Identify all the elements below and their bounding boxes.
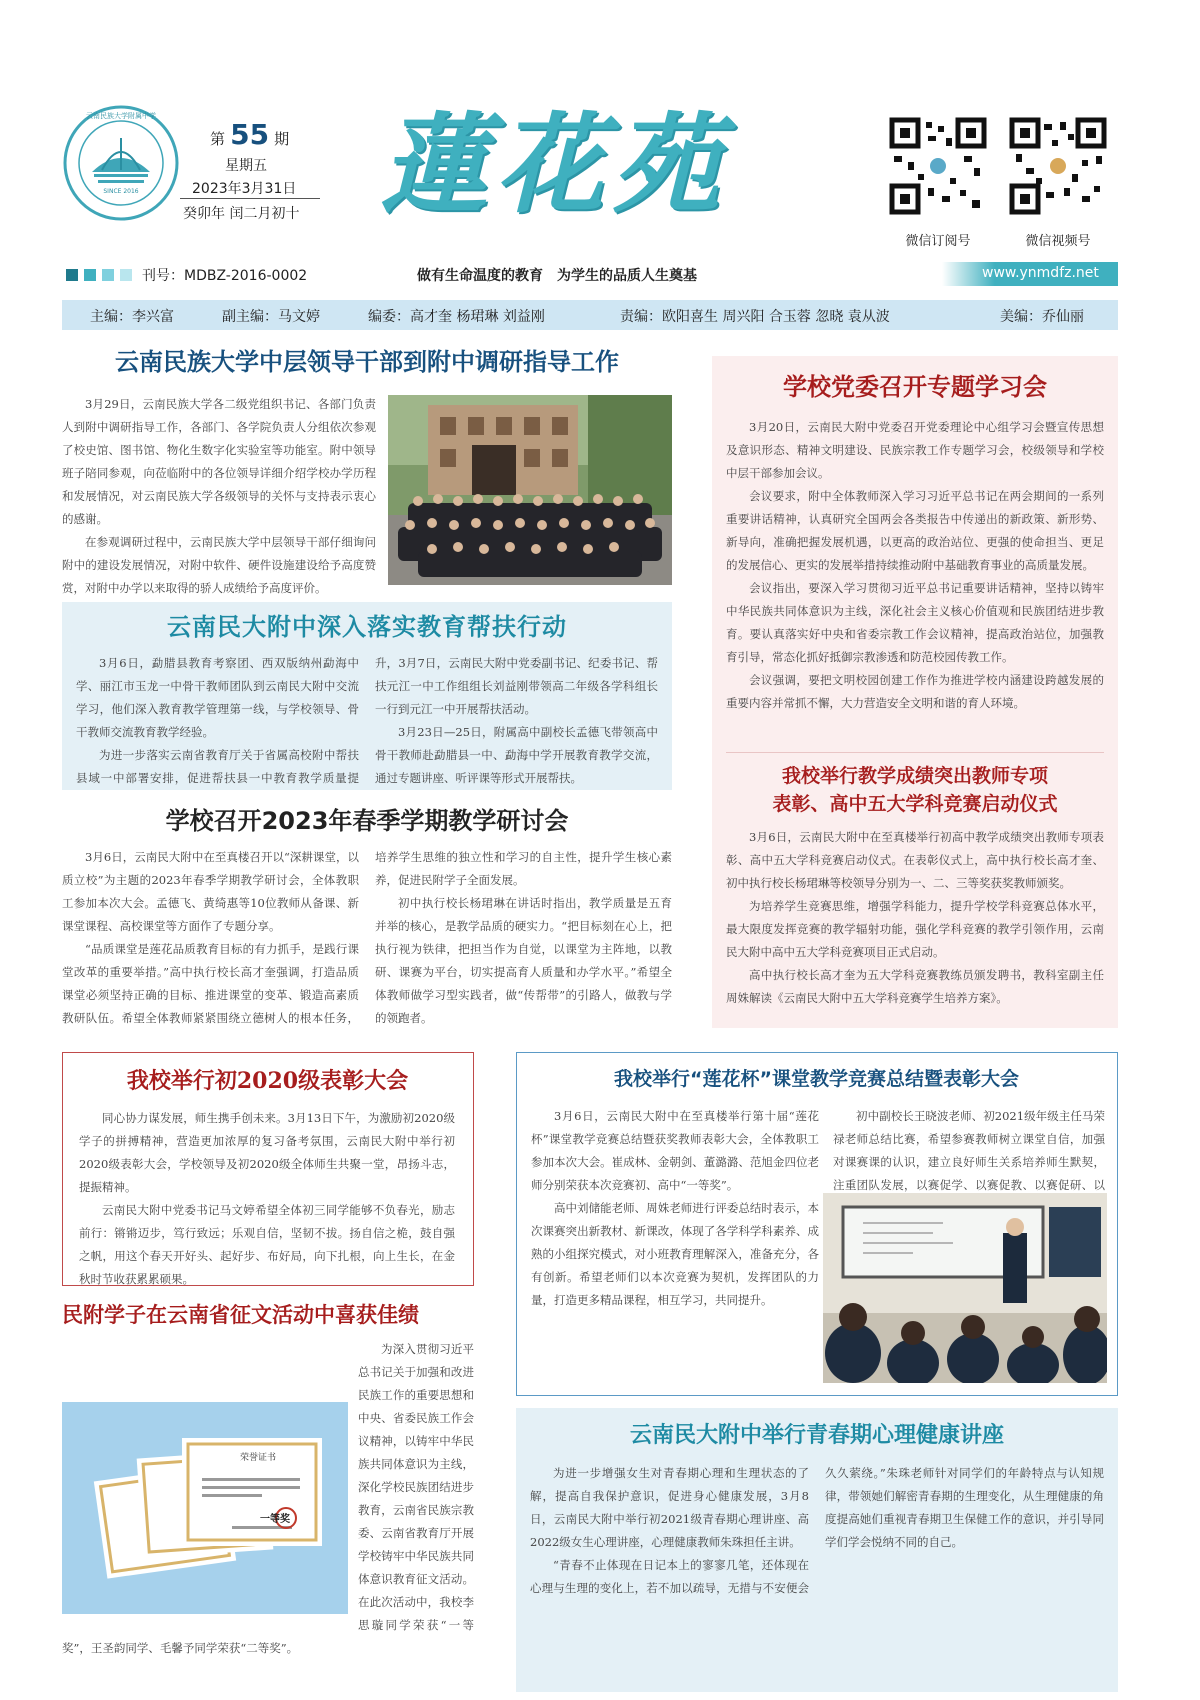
article-title: 我校举行“莲花杯”课堂教学竞赛总结暨表彰大会 — [614, 1068, 1019, 1090]
article-title: 云南民大附中举行青春期心理健康讲座 — [629, 1423, 1004, 1448]
paragraph: 初中执行校长杨珺琳在讲话时指出，教学质量是五育并举的核心，是教学品质的硬实力。“把目标刻在心上，把执行视为铁律，把担当作为自觉，以课堂为主阵地，以教研、课赛为平台，切实提高育人质量和办学水平。”希望全体教师做学习型实践者，做“传帮带”的引路人，做教与学的领跑者。 — [375, 896, 672, 1025]
responsible-editors: 责编：欧阳喜生 周兴阳 合玉蓉 忽晓 袁从波 — [620, 309, 890, 325]
school-logo — [62, 104, 180, 222]
article-title: 云南民族大学中层领导干部到附中调研指导工作 — [115, 348, 619, 376]
deco-square — [84, 269, 96, 281]
qr-code-video — [1008, 116, 1108, 216]
paragraph: 3月23日—25日，附属高中副校长孟德飞带领高中骨干教师赴勐腊县一中、勐海中学开展教育教学交流，通过专题讲座、听评课等形式开展帮扶。 — [375, 725, 658, 785]
issue-line — [210, 118, 320, 150]
article-teaching-seminar — [62, 804, 672, 1038]
issn: 刊号：MDBZ-2016-0002 — [142, 268, 308, 284]
article-title: 云南民大附中深入落实教育帮扶行动 — [167, 613, 567, 641]
article-title: 学校召开2023年春季学期教学研讨会 — [165, 807, 569, 835]
paragraph: 高中刘储能老师、周姝老师进行评委总结时表示，本次课赛突出新教材、新课改，体现了各学科学科素养、成熟的小组探究模式，对小班教育理解深入，准备充分，各有创新。希望老师们以本次竞赛为契机，发挥团队的力量，打造更多精品课程，相互学习，共同提升。 — [531, 1201, 819, 1307]
classroom-photo — [823, 1193, 1107, 1383]
paragraph: 为进一步落实云南省教育厅关于省属高校附中帮扶县域一中部署安排，促进帮扶县一中教育教学质量提升，3月7日，云南民大附中党委副书记、纪委书记、帮扶元江一中工作组组长刘益刚带领高二年级各学科组长一行到元江一中开展帮扶活动。 — [76, 656, 658, 785]
paragraph: 会议指出，要深入学习贯彻习近平总书记重要讲话精神，坚持以铸牢中华民族共同体意识为主线，深化社会主义核心价值观和民族团结进步教育。要认真落实好中央和省委宗教工作会议精神，提高政治站位，加强教育引导，常态化抓好抵御宗教渗透和防范校园传教工作。 — [726, 581, 1104, 664]
article-lotus-cup — [516, 1052, 1118, 1396]
qr-label-subscription: 微信订阅号 — [905, 234, 971, 249]
masthead — [0, 0, 1200, 260]
paragraph: 3月29日，云南民族大学各二级党组织书记、各部门负责人到附中调研指导工作，各部门、各学院负责人分组依次参观了校史馆、图书馆、物化生数字化实验室等功能室。附中领导班子陪同参观，向莅临附中的各位领导详细介绍学校办学历程和发展情况，对云南民族大学各级领导的关怀与支持表示衷心的感谢。 — [62, 397, 376, 526]
article-body — [530, 1462, 1104, 1600]
party-news-panel — [712, 356, 1118, 1028]
paragraph: 会议强调，要把文明校园创建工作作为推进学校内涵建设跨越发展的重要内容并常抓不懈，大力营造安全文明和谐的育人环境。 — [726, 673, 1104, 710]
certificate-award: 一等奖 — [260, 1514, 290, 1525]
qr-code-subscription — [888, 116, 988, 216]
article-university-visit — [62, 345, 672, 595]
paragraph: “品质课堂是莲花品质教育目标的有力抓手，是践行课堂改革的重要举措。”高中执行校长高才奎强调，打造品质课堂必须坚持正确的目标、推进课堂的变革、锻造高素质教研队伍。希望全体教师紧紧围绕立德树人的根本任务，培养学生思维的独立性和学习的自主性，提升学生核心素养，促进民附学子全面发展。 — [62, 850, 672, 1025]
group-photo — [388, 395, 672, 585]
article-body — [62, 1338, 474, 1660]
website-link[interactable]: www.ynmdfz.net — [942, 262, 1118, 286]
article-title: 我校举行初2020级表彰大会 — [126, 1068, 409, 1094]
paragraph: 会议要求，附中全体教师深入学习习近平总书记在两会期间的一系列重要讲话精神，认真研究全国两会各类报告中传递出的新政策、新形势、新导向，准确把握发展机遇，以更高的政治站位、更强的使命担当、更足的发展信心、更实的发展举措持续推动附中基础教育事业的高质量发展。 — [726, 489, 1104, 572]
art-editor: 美编：乔仙丽 — [1000, 309, 1084, 325]
issue-date: 2023年3月31日 — [192, 181, 297, 197]
article-body — [79, 1107, 455, 1291]
date-rule — [180, 198, 320, 199]
paragraph: 3月6日，勐腊县教育考察团、西双版纳州勐海中学、丽江市玉龙一中骨干教师团队到云南民大附中交流学习，他们深入教育教学管理第一线，与学校领导、骨干教师交流教育教学经验。 — [76, 656, 359, 739]
article-body — [62, 846, 672, 1030]
paragraph: 3月20日，云南民大附中党委召开党委理论中心组学习会暨宣传思想及意识形态、精神文明建设、民族宗教工作专题学习会，校级领导和学校中层干部参加会议。 — [726, 420, 1104, 480]
article-body — [76, 652, 658, 790]
article-title: 民附学子在云南省征文活动中喜获佳绩 — [62, 1302, 419, 1327]
divider — [726, 752, 1104, 753]
article-body — [531, 1105, 819, 1312]
article-mental-health — [516, 1408, 1118, 1692]
article-title — [712, 762, 1118, 818]
slogan: 做有生命温度的教育 为学生的品质人生奠基 — [417, 268, 697, 284]
certificate-title: 荣誉证书 — [240, 1453, 277, 1463]
paragraph: 为深入贯彻习近平总书记关于加强和改进民族工作的重要思想和中央、省委民族工作会议精神，以铸牢中华民族共同体意识为主线，深化学校民族团结进步教育，云南省民族宗教委、云南省教育厅开展学校铸牢中华民族共同体意识教育征文活动。在此次活动中，我校李思璇同学荣获“一等奖”，王圣韵同学、毛馨予同学荣获“二等奖”。 — [62, 1342, 474, 1655]
deco-square — [120, 269, 132, 281]
image-wrap-spacer — [62, 1402, 358, 1616]
paragraph: 为培养学生竞赛思维，增强学科能力，提升学校学科竞赛总体水平，最大限度发挥竞赛的教学辐射功能，强化学科竞赛的教学引领作用，云南民大附中高中五大学科竞赛项目正式启动。 — [726, 899, 1104, 959]
deputy-editor: 副主编：马文婷 — [222, 309, 320, 325]
lunar-date: 癸卯年 闰二月初十 — [183, 206, 300, 222]
deco-square — [66, 269, 78, 281]
newspaper-title: 蓮花苑 — [380, 102, 729, 228]
paragraph: 云南民大附中党委书记马文婷希望全体初三同学能够不负春光，励志前行：锵锵迈步，笃行致远；乐观自信，坚韧不拔。扬自信之桅，鼓自强之帆，用这个春天开好头、起好步、布好局，向下扎根，向上生长，在金秋时节收获累累硕果。 — [79, 1203, 455, 1286]
issue-suffix: 期 — [274, 130, 290, 148]
weekday: 星期五 — [225, 158, 267, 174]
paragraph: 高中执行校长高才奎为五大学科竞赛教练员颁发聘书，教科室副主任周姝解读《云南民大附中五大学科竞赛学生培养方案》。 — [726, 968, 1104, 1005]
article-body — [726, 826, 1104, 1010]
title-line: 表彰、高中五大学科竞赛启动仪式 — [772, 793, 1058, 815]
info-bar — [62, 262, 1118, 288]
paragraph: 3月6日，云南民大附中在至真楼召开以“深耕课堂，以质立校”为主题的2023年春季学期教学研讨会，全体教职工参加本次大会。孟德飞、黄绮惠等10位教师从备课、新课堂课程、高校课堂等方面作了专题分享。 — [62, 850, 359, 933]
logo-since: SINCE 2016 — [103, 188, 139, 195]
deco-square — [102, 269, 114, 281]
paragraph: 3月6日，云南民大附中在至真楼举行第十届“莲花杯”课堂教学竞赛总结暨获奖教师表彰大会，全体教职工参加本次大会。崔成林、金朝剑、董潞潞、范旭金四位老师分别荣获本次竞赛初、高中“一等奖”。 — [531, 1109, 819, 1192]
paragraph: “青春不止体现在日记本上的寥寥几笔，还体现在心理与生理的变化上，若不加以疏导，无措与不安便会久久萦绕。”朱珠老师针对同学们的年龄特点与认知规律，带领她们解密青春期的生理变化，从生理健康的角度提高她们重视青春期卫生保健工作的意识，并引导同学们学会悦纳不同的自己。 — [530, 1466, 1104, 1595]
editors-bar — [62, 300, 1118, 330]
editorial-board: 编委：高才奎 杨珺琳 刘益刚 — [368, 309, 545, 325]
paragraph: 初中副校长王晓波老师、初2021级年级主任马荣禄老师总结比赛，希望参赛教师树立课堂自信，加强对课赛课的认识，建立良好师生关系培养师生默契，注重团队发展，以赛促学、以赛促教、以赛促研、以 — [833, 1109, 1105, 1192]
paragraph: 同心协力谋发展，师生携手创未来。3月13日下午，为激励初2020级学子的拼搏精神，营造更加浓厚的复习备考氛围，云南民大附中举行初2020级表彰大会，学校领导及初2020级全体师生共聚一堂，昂扬斗志，提振精神。 — [79, 1111, 455, 1194]
issue-prefix: 第 — [210, 130, 226, 148]
title-line: 我校举行教学成绩突出教师专项 — [781, 765, 1048, 787]
article-essay-award — [62, 1300, 474, 1692]
issue-number: 55 — [230, 118, 270, 151]
article-body — [726, 416, 1104, 715]
article-title: 学校党委召开专题学习会 — [783, 372, 1047, 401]
qr-label-video: 微信视频号 — [1025, 234, 1091, 249]
paragraph: 为进一步增强女生对青春期心理和生理状态的了解，提高自我保护意识，促进身心健康发展，3月8日，云南民大附中举行初2021级青春期心理讲座、高2022级女生心理讲座，心理健康教师朱珠担任主讲。 — [530, 1466, 809, 1549]
logo-name: 云南民族大学附属中学 — [86, 112, 156, 120]
article-body — [62, 393, 376, 600]
article-graduation-ceremony — [62, 1052, 474, 1286]
paragraph: 在参观调研过程中，云南民族大学中层领导干部仔细询问附中的建设发展情况，对附中软件、硬件设施建设给予高度赞赏，对附中办学以来取得的骄人成绩给予高度评价。 — [62, 535, 376, 595]
paragraph: 3月6日，云南民大附中在至真楼举行初高中教学成绩突出教师专项表彰、高中五大学科竞赛启动仪式。在表彰仪式上，高中执行校长高才奎、初中执行校长杨珺琳等校领导分别为一、二、三等奖获奖教师颁奖。 — [726, 830, 1104, 890]
article-education-aid — [62, 602, 672, 790]
chief-editor: 主编：李兴富 — [90, 309, 174, 325]
